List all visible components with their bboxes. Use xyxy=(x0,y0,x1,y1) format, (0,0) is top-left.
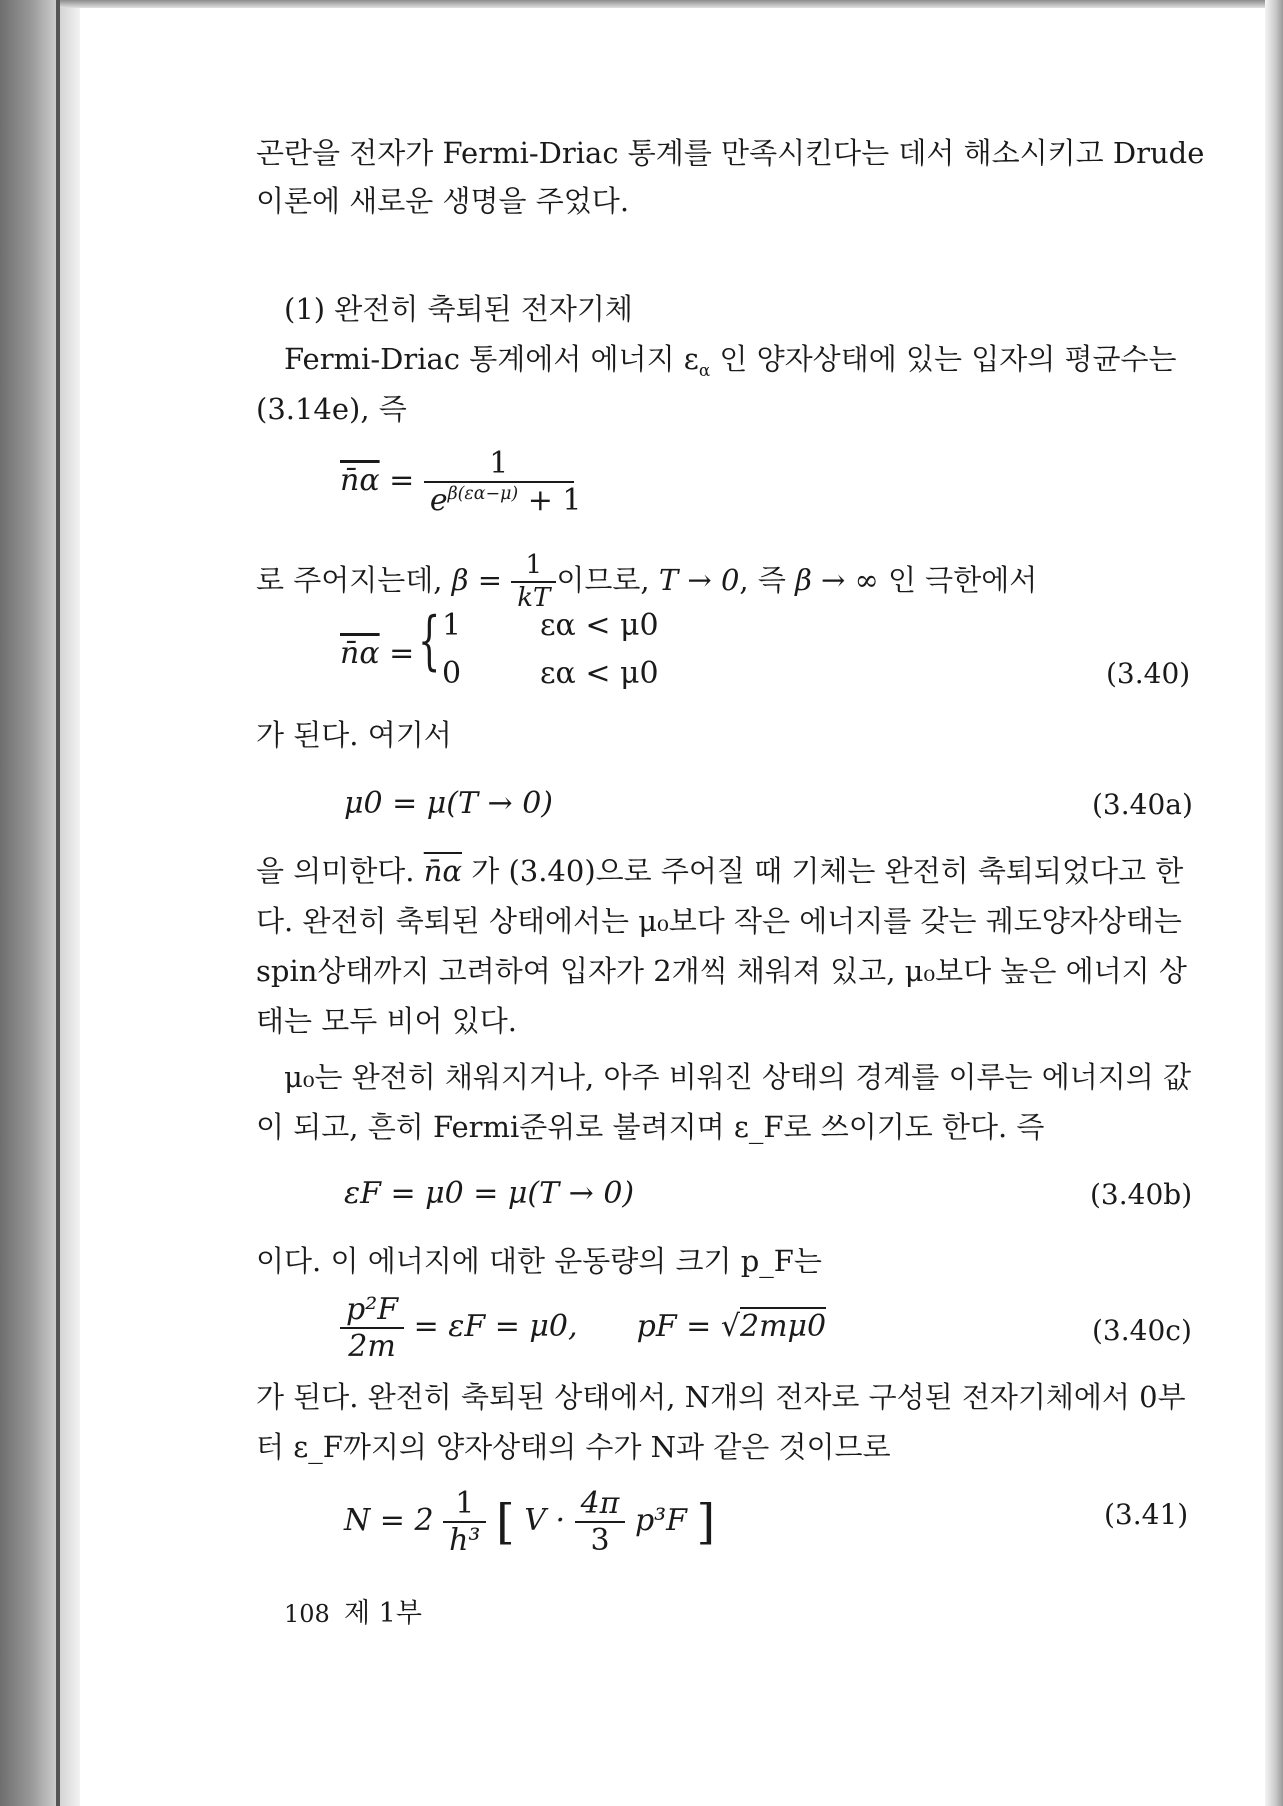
left-brace: { xyxy=(418,604,441,678)
equation-electron-count: N = 2 $\frac{1}{\text{h³}}$ [ V · $\frac{4\pi}{3}$ p³F ] xyxy=(344,1486,716,1558)
section-title: (1) 완전히 축퇴된 전자기체 xyxy=(284,292,633,326)
equation-fermi-momentum: $\frac{\text{p²F}}{2m}$ = εF = μ0, pF = √2mμ0 xyxy=(340,1292,826,1364)
text-line: 을 의미한다. n̄α 가 (3.40)으로 주어질 때 기체는 완전히 축퇴되었다고 한 xyxy=(256,854,1184,888)
text-line: 이론에 새로운 생명을 주었다. xyxy=(256,184,630,218)
book-spine-edge xyxy=(56,0,60,1806)
equation-number: (3.40) xyxy=(1106,657,1191,690)
part-label: 제 1부 xyxy=(344,1598,422,1629)
equation-number: (3.40a) xyxy=(1092,788,1193,821)
case-condition-1: εα < μ0 xyxy=(540,608,659,643)
text-line: 이다. 이 에너지에 대한 운동량의 크기 p_F는 xyxy=(256,1244,822,1278)
page-number: 108 xyxy=(284,1600,330,1628)
text-line: 다. 완전히 축퇴된 상태에서는 μ₀보다 작은 에너지를 갖는 궤도양자상태는 xyxy=(256,904,1182,938)
text-line: 곤란을 전자가 Fermi-Driac 통계를 만족시킨다는 데서 해소시키고 Drude xyxy=(256,136,1205,170)
text-line: 터 ε_F까지의 양자상태의 수가 N과 같은 것이므로 xyxy=(256,1430,891,1464)
text-line: Fermi-Driac 통계에서 에너지 $\varepsilon_\alpha$ 인 양자상태에 있는 입자의 평균수는 xyxy=(284,342,1177,380)
equation-number: (3.41) xyxy=(1104,1498,1189,1531)
book-right-edge xyxy=(1265,0,1283,1806)
book-spine-shadow xyxy=(0,0,80,1806)
case-value-0: 0 xyxy=(442,656,462,691)
equation-number: (3.40c) xyxy=(1092,1314,1192,1347)
equation-number: (3.40b) xyxy=(1090,1178,1193,1211)
case-value-1: 1 xyxy=(442,608,462,643)
equation-mu0: μ0 = μ(T → 0) xyxy=(344,786,554,821)
text-line: 로 주어지는데, β = $\frac{1}{kT}$ 이므로, T → 0, 즉 β → ∞ 인 극한에서 xyxy=(256,550,1038,614)
text-line: spin상태까지 고려하여 입자가 2개씩 채워져 있고, μ₀보다 높은 에너지 상 xyxy=(256,954,1187,988)
text-line: 가 된다. 완전히 축퇴된 상태에서, N개의 전자로 구성된 전자기체에서 0부 xyxy=(256,1380,1186,1414)
equation-fermi-level: εF = μ0 = μ(T → 0) xyxy=(344,1176,635,1211)
text-line: 태는 모두 비어 있다. xyxy=(256,1004,517,1038)
case-condition-2: εα < μ0 xyxy=(540,656,659,691)
text-line: 이 되고, 흔히 Fermi준위로 불려지며 ε_F로 쓰이기도 한다. 즉 xyxy=(256,1110,1045,1144)
text-line: 가 된다. 여기서 xyxy=(256,718,452,752)
equation-fermi-dirac: n̄α = $\frac{1}{e^{\beta(\varepsilon\alpha-\mu)} + 1}$ xyxy=(340,446,582,518)
text-line: (3.14e), 즉 xyxy=(256,392,407,426)
equation-piecewise-label: n̄α = xyxy=(340,636,415,671)
book-top-edge xyxy=(60,0,1283,8)
text-line: μ₀는 완전히 채워지거나, 아주 비워진 상태의 경계를 이루는 에너지의 값 xyxy=(284,1060,1192,1094)
